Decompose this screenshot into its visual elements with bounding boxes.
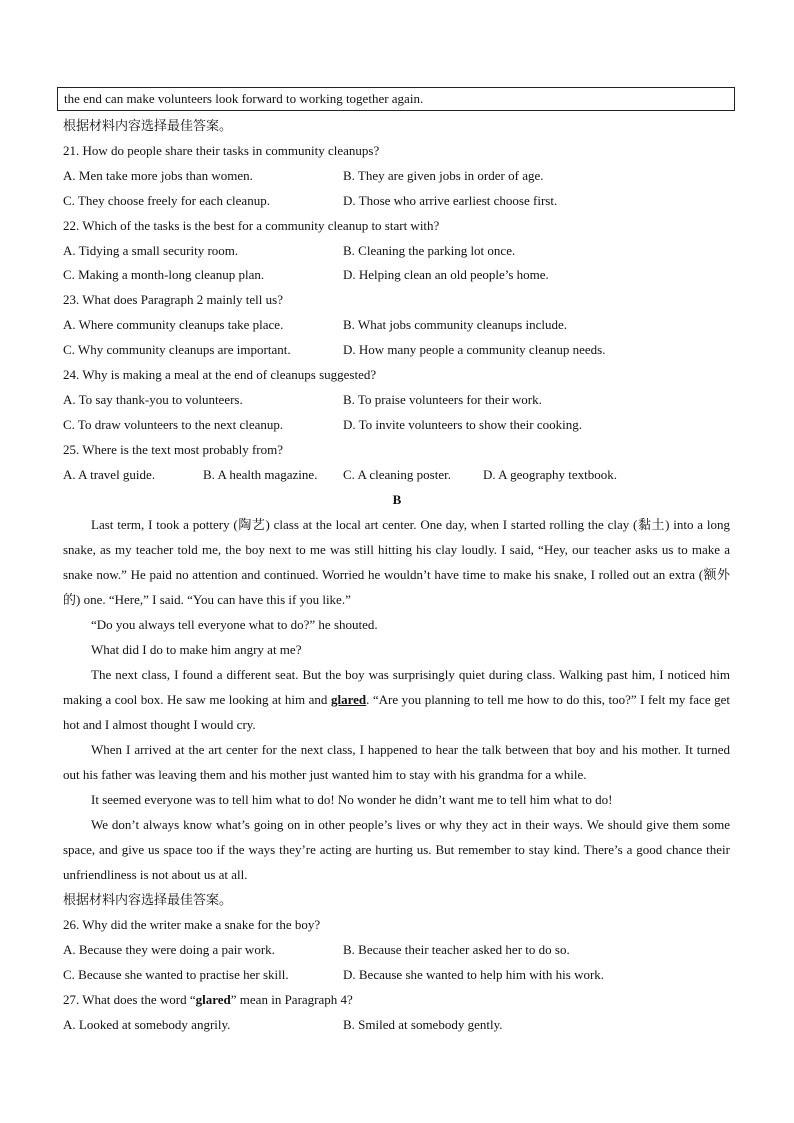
q27-option-a: A. Looked at somebody angrily. (63, 1017, 231, 1032)
section-b-title: B (392, 492, 402, 507)
instruction-b: 根据材料内容选择最佳答案。 (63, 892, 233, 907)
q22-option-a: A. Tidying a small security room. (63, 243, 239, 258)
passage-b-paragraph-3: What did I do to make him angry at me? (91, 642, 302, 657)
q21-option-d: D. Those who arrive earliest choose first. (343, 193, 558, 208)
question-26: 26. Why did the writer make a snake for the boy? (63, 917, 321, 932)
question-24: 24. Why is making a meal at the end of cleanups suggested? (63, 367, 377, 382)
q26-option-c: C. Because she wanted to practise her skill. (63, 967, 289, 982)
boxed-passage-end: the end can make volunteers look forward to working together again. (57, 87, 735, 111)
q26-option-b: B. Because their teacher asked her to do so. (343, 942, 570, 957)
question-27-text-start: 27. What does the word “ (63, 992, 196, 1007)
question-27 (63, 991, 353, 1009)
passage-b-paragraph-2: “Do you always tell everyone what to do?” he shouted. (91, 617, 378, 632)
passage-b-paragraph-1: Last term, I took a pottery (陶艺) class at the local art center. One day, when I started rolling the clay (黏土) into a long snake, as my teacher told me, the boy next to me was still hitting his clay loudly. I said, “Hey, our teacher asks us to make a snake now.” He paid no attention and continued. Worried he wouldn’t have time to make his snake, I rolled out an extra (额外的) one. “Here,” I said. “You can have this if you like.” (63, 517, 730, 607)
q26-option-a: A. Because they were doing a pair work. (63, 942, 275, 957)
q22-option-d: D. Helping clean an old people’s home. (343, 267, 549, 282)
q25-option-d: D. A geography textbook. (483, 467, 617, 482)
q24-option-a: A. To say thank-you to volunteers. (63, 392, 243, 407)
instruction-a: 根据材料内容选择最佳答案。 (63, 118, 233, 133)
q21-option-a: A. Men take more jobs than women. (63, 168, 253, 183)
question-25: 25. Where is the text most probably from? (63, 442, 283, 457)
question-21: 21. How do people share their tasks in community cleanups? (63, 143, 380, 158)
q24-option-c: C. To draw volunteers to the next cleanup. (63, 417, 284, 432)
question-22: 22. Which of the tasks is the best for a community cleanup to start with? (63, 218, 440, 233)
q25-option-b: B. A health magazine. (203, 467, 318, 482)
q24-option-b: B. To praise volunteers for their work. (343, 392, 542, 407)
q21-option-c: C. They choose freely for each cleanup. (63, 193, 270, 208)
q25-option-c: C. A cleaning poster. (343, 467, 451, 482)
question-23: 23. What does Paragraph 2 mainly tell us? (63, 292, 283, 307)
passage-b-paragraph-5: When I arrived at the art center for the next class, I happened to hear the talk between that boy and his mother. It turned out his father was leaving them and his mother just wanted him to stay with his grandma for a while. (63, 742, 730, 782)
q25-option-a: A. A travel guide. (63, 467, 156, 482)
paragraph-4-text-start: The next class, I found a different seat. But the boy was surprisingly quiet during class. Walking past him, I noticed him making a cool box. He saw me looking at him and (63, 667, 730, 707)
passage-b-paragraph-7: We don’t always know what’s going on in other people’s lives or why they act in their ways. We should give them some space, and give us space too if the ways they’re acting are hurting us. But remember to stay kind. There’s a good chance their unfriendliness is not about us at all. (63, 817, 730, 882)
q24-option-d: D. To invite volunteers to show their cooking. (343, 417, 582, 432)
q23-option-c: C. Why community cleanups are important. (63, 342, 291, 357)
keyword-glared: glared (330, 692, 367, 707)
q21-option-b: B. They are given jobs in order of age. (343, 168, 544, 183)
passage-b-paragraph-4 (63, 662, 730, 737)
question-27-keyword: glared (195, 992, 231, 1007)
q22-option-b: B. Cleaning the parking lot once. (343, 243, 516, 258)
q22-option-c: C. Making a month-long cleanup plan. (63, 267, 265, 282)
q23-option-a: A. Where community cleanups take place. (63, 317, 284, 332)
q27-option-b: B. Smiled at somebody gently. (343, 1017, 503, 1032)
q23-option-d: D. How many people a community cleanup needs. (343, 342, 606, 357)
question-27-text-end: ” mean in Paragraph 4? (230, 992, 353, 1007)
q23-option-b: B. What jobs community cleanups include. (343, 317, 567, 332)
passage-b-paragraph-6: It seemed everyone was to tell him what to do! No wonder he didn’t want me to tell him what to do! (91, 792, 613, 807)
q26-option-d: D. Because she wanted to help him with his work. (343, 967, 605, 982)
paragraph-4-text-end: . “Are you planning to tell me how to do this, too?” I felt my face get hot and I almost thought I would cry. (63, 692, 730, 732)
